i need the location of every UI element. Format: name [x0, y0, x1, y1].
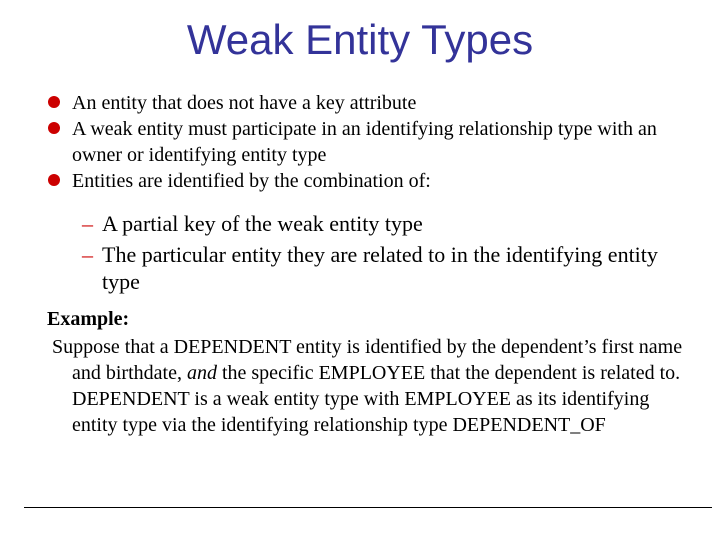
- bullet-dot-icon: [48, 174, 60, 186]
- sub-bullet-item: [82, 210, 682, 237]
- slide-title: Weak Entity Types: [186, 16, 534, 63]
- bullet-item: [46, 90, 686, 116]
- dash-icon: –: [82, 242, 93, 267]
- sub-bullet-item: [82, 241, 682, 295]
- bullet-item: [46, 116, 686, 168]
- footer-divider: [24, 507, 712, 508]
- example-text: [50, 334, 692, 438]
- dash-icon: –: [82, 211, 93, 236]
- sub-bullet-list: [82, 210, 682, 295]
- sub-bullet-text: The particular entity they are related to in the identifying entity type: [102, 242, 658, 294]
- bullet-text: A weak entity must participate in an identifying relationship type with an owner or identifying entity type: [72, 118, 657, 166]
- bullet-text: An entity that does not have a key attribute: [72, 92, 417, 114]
- example-text-part1: Suppose that a DEPENDENT entity is identified by the dependent’s first name and birthdate,: [52, 336, 683, 384]
- example-text-part2: the specific EMPLOYEE that the dependent is related to. DEPENDENT is a weak entity type with EMPLOYEE as its identifying entity type via the identifying relationship type DEPENDENT_OF: [72, 362, 681, 436]
- example-label: Example:: [47, 308, 130, 330]
- bullet-text: Entities are identified by the combination of:: [72, 170, 431, 192]
- bullet-dot-icon: [48, 96, 60, 108]
- bullet-list: [46, 90, 686, 194]
- example-text-italic: and: [186, 362, 217, 384]
- sub-bullet-text: A partial key of the weak entity type: [102, 211, 423, 236]
- bullet-item: [46, 168, 686, 194]
- bullet-dot-icon: [48, 122, 60, 134]
